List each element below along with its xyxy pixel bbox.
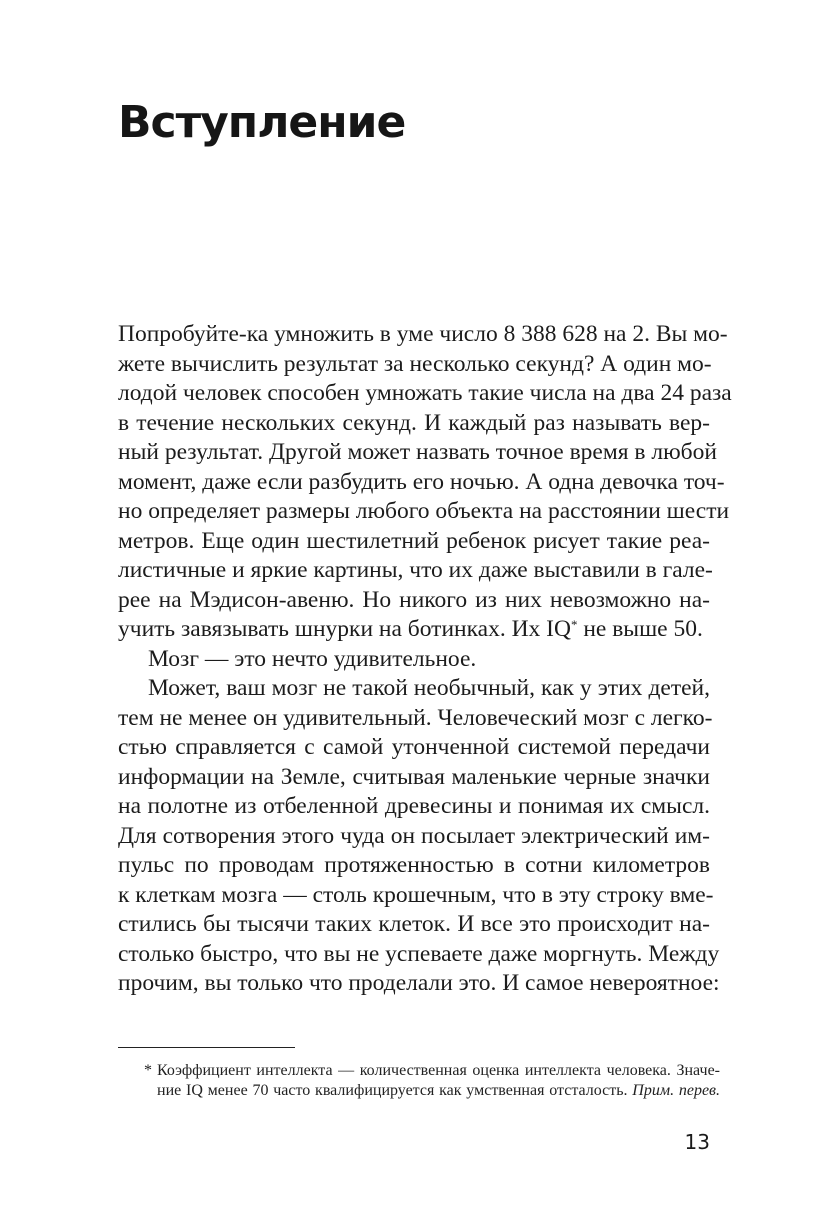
paragraph	[118, 320, 732, 645]
text-line: Попробуйте-ка умножить в уме число 8 388 628 на 2. Вы мо-	[118, 321, 728, 347]
text-line: Мозг — это нечто удивительное.	[148, 645, 477, 672]
footnote-divider	[118, 1047, 295, 1048]
text-line: стились бы тысячи таких клеток. И все это происходит на-	[118, 911, 710, 937]
text-line	[118, 615, 710, 645]
footnote-line	[144, 1061, 720, 1081]
text-line: столько быстро, что вы не успеваете даже моргнуть. Между	[118, 940, 720, 967]
footnote-text: Коэффициент интеллекта — количественная оценка интеллекта человека. Значе-	[157, 1062, 720, 1079]
text-line: Может, ваш мозг не такой необычный, как у этих детей,	[148, 675, 710, 701]
text-fragment: не выше 50.	[577, 616, 703, 642]
text-line: но определяет размеры любого объекта на расстоянии шести	[118, 498, 730, 524]
text-line: пульс по проводам протяженностью в сотни километров	[118, 852, 710, 878]
text-line: на полотне из отбеленной древесины и понимая их смысл.	[118, 793, 710, 819]
text-line: стью справляется с самой утонченной системой передачи	[118, 734, 710, 760]
translator-note: Прим. перев.	[632, 1082, 720, 1099]
text-line: метров. Еще один шестилетний ребенок рисует такие реа-	[118, 527, 710, 554]
text-line: рее на Мэдисон-авеню. Но никого из них невозможно на-	[118, 586, 710, 613]
text-line: в течение нескольких секунд. И каждый раз называть вер-	[118, 409, 710, 436]
footnote-marker: *	[144, 1062, 152, 1079]
footnote-line	[144, 1081, 720, 1101]
footnote-reference: *	[570, 616, 578, 632]
page-number: 13	[684, 1130, 710, 1154]
text-fragment: учить завязывать шнурки на ботинках. Их IQ	[118, 616, 571, 642]
text-line: прочим, вы только что проделали это. И самое невероятное:	[118, 970, 720, 996]
text-line: листичные и яркие картины, что их даже выставили в гале-	[118, 557, 713, 583]
footnote	[144, 1061, 720, 1101]
text-line: жете вычислить результат за несколько секунд? А один мо-	[118, 350, 712, 377]
paragraph	[118, 674, 720, 999]
text-line: лодой человек способен умножать такие числа на два 24 раза	[118, 380, 732, 406]
text-line: информации на Земле, считывая маленькие черные значки	[118, 763, 710, 790]
text-line: момент, даже если разбудить его ночью. А одна девочка точ-	[118, 468, 725, 495]
chapter-title: Вступление	[118, 97, 406, 148]
text-line: тем не менее он удивительный. Человеческий мозг с легко-	[118, 704, 713, 731]
body-text	[118, 320, 732, 999]
text-line: Для сотворения этого чуда он посылает электрический им-	[118, 822, 710, 849]
footnote-text: ние IQ менее 70 часто квалифицируется как умственная отсталость.	[157, 1082, 633, 1099]
text-line: к клеткам мозга — столь крошечным, что в эту строку вме-	[118, 881, 714, 908]
paragraph	[118, 645, 710, 675]
text-line: ный результат. Другой может назвать точное время в любой	[118, 439, 717, 465]
